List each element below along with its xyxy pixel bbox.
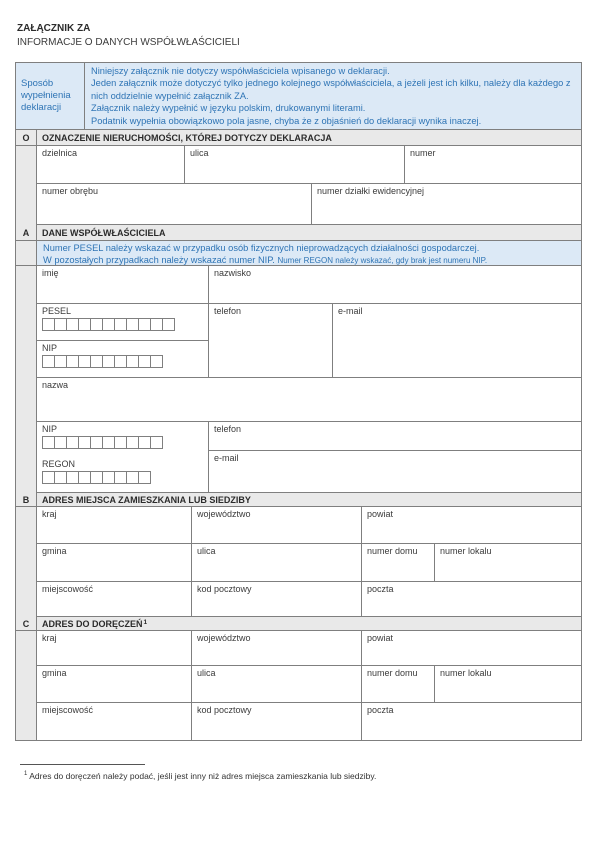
field-label-nip-person: NIP [42, 343, 58, 353]
section-b-side-strip [16, 507, 37, 617]
field-label-email-person: e-mail [338, 306, 363, 316]
form-row [37, 422, 581, 493]
field-nip-regon-group [37, 422, 209, 492]
form-row [37, 266, 581, 304]
form-row [37, 544, 581, 582]
info-line-1: Niniejszy załącznik nie dotyczy współwłaściciela wpisanego w deklaracji. [91, 66, 390, 76]
section-b-letter: B [16, 493, 37, 506]
footnote-text [24, 771, 376, 781]
field-label-email-company: e-mail [214, 453, 239, 463]
section-a-header [16, 225, 581, 241]
field-pesel[interactable] [37, 304, 208, 341]
field-c-wojewodztwo[interactable] [192, 631, 362, 665]
section-a-note-line-1: Numer PESEL należy wskazać w przypadku osób fizycznych nieprowadzących działalności gospodarczej. [43, 243, 480, 253]
nip-digit-boxes[interactable] [42, 355, 208, 368]
field-nazwisko[interactable] [209, 266, 581, 303]
info-box [16, 63, 581, 130]
nip-company-digit-boxes[interactable] [42, 436, 208, 449]
field-label-b-miejscowosc: miejscowość [42, 584, 94, 594]
section-a-title: DANE WSPÓŁWŁAŚCICIELA [42, 227, 166, 238]
form-row [37, 184, 581, 225]
field-b-poczta[interactable] [362, 582, 581, 616]
section-c-title-text: ADRES DO DORĘCZEŃ [42, 618, 143, 629]
section-b-body [16, 507, 581, 617]
info-box-label: Sposób wypełnienia deklaracji [16, 63, 85, 129]
form-row [37, 507, 581, 544]
field-label-c-miejscowosc: miejscowość [42, 705, 94, 715]
field-label-c-ulica: ulica [197, 668, 216, 678]
field-label-ulica: ulica [190, 148, 209, 158]
doc-title: ZAŁĄCZNIK ZA [17, 23, 91, 34]
field-label-telefon-person: telefon [214, 306, 242, 316]
section-a-note-strip [16, 241, 37, 265]
field-c-kod-pocztowy[interactable] [192, 703, 362, 740]
field-telefon-company[interactable] [209, 422, 581, 451]
field-label-numer-obrebu: numer obrębu [42, 186, 99, 196]
field-label-numer: numer [410, 148, 436, 158]
field-numer[interactable] [405, 146, 581, 183]
section-o-body [16, 146, 581, 225]
form-row [37, 666, 581, 703]
field-label-c-gmina: gmina [42, 668, 67, 678]
field-regon[interactable] [37, 457, 208, 492]
field-c-powiat[interactable] [362, 631, 581, 665]
field-telefon-person[interactable] [209, 304, 333, 377]
footnote-rule [20, 764, 145, 765]
note-line-2-small: Numer REGON należy wskazać, gdy brak jest numeru NIP. [277, 256, 488, 265]
info-line-4: Podatnik wypełnia obowiązkowo pola jasne, chyba że z objaśnień do deklaracji wynika inaczej. [91, 115, 482, 126]
footnote-superscript: 1 [24, 771, 28, 778]
field-email-company[interactable] [209, 451, 581, 492]
section-c-header [16, 617, 581, 631]
info-line-3: Załącznik należy wypełnić w języku polskim, drukowanymi literami. [91, 103, 366, 114]
field-label-c-numer-lokalu: numer lokalu [440, 668, 492, 678]
field-ulica[interactable] [185, 146, 405, 183]
field-c-poczta[interactable] [362, 703, 581, 740]
field-label-c-poczta: poczta [367, 705, 394, 715]
field-label-nazwisko: nazwisko [214, 268, 252, 278]
field-label-nip-company: NIP [42, 424, 58, 434]
section-c-body [16, 631, 581, 740]
form-row [37, 582, 581, 617]
field-nip-person[interactable] [37, 341, 208, 377]
section-o-title: OZNACZENIE NIERUCHOMOŚCI, KTÓREJ DOTYCZY DEKLARACJA [42, 132, 332, 143]
field-label-b-poczta: poczta [367, 584, 394, 594]
field-b-wojewodztwo[interactable] [192, 507, 362, 543]
contact-column [209, 422, 581, 492]
field-c-numer-lokalu[interactable] [435, 666, 581, 702]
field-c-numer-domu[interactable] [362, 666, 435, 702]
field-b-ulica[interactable] [192, 544, 362, 581]
field-label-numer-dzialki: numer działki ewidencyjnej [317, 186, 425, 196]
info-box-text [85, 63, 581, 129]
field-c-miejscowosc[interactable] [37, 703, 192, 740]
form-row [37, 631, 581, 666]
field-imie[interactable] [37, 266, 209, 303]
field-nazwa[interactable] [37, 378, 581, 421]
field-label-c-kraj: kraj [42, 633, 57, 643]
field-label-b-ulica: ulica [197, 546, 216, 556]
field-pesel-nip-group [37, 304, 209, 377]
field-label-b-kod-pocztowy: kod pocztowy [197, 584, 252, 594]
form-row [37, 378, 581, 422]
digit-box [150, 436, 163, 449]
section-b-title: ADRES MIEJSCA ZAMIESZKANIA LUB SIEDZIBY [42, 494, 251, 505]
field-label-c-numer-domu: numer domu [367, 668, 418, 678]
form-table [15, 62, 582, 741]
section-a-letter: A [16, 225, 37, 240]
digit-box [150, 355, 163, 368]
field-email-person[interactable] [333, 304, 581, 377]
field-label-imie: imię [42, 268, 59, 278]
field-label-b-powiat: powiat [367, 509, 394, 519]
regon-digit-boxes[interactable] [42, 471, 208, 484]
section-a-side-strip [16, 266, 37, 493]
field-b-numer-lokalu[interactable] [435, 544, 581, 581]
doc-subtitle: INFORMACJE O DANYCH WSPÓŁWŁAŚCICIELI [17, 37, 240, 48]
field-label-b-numer-domu: numer domu [367, 546, 418, 556]
field-b-miejscowosc[interactable] [37, 582, 192, 616]
field-nip-company[interactable] [37, 422, 208, 457]
field-numer-dzialki[interactable] [312, 184, 581, 224]
section-c-side-strip [16, 631, 37, 740]
form-row [37, 703, 581, 740]
field-label-regon: REGON [42, 459, 76, 469]
info-line-2: Jeden załącznik może dotyczyć tylko jednego kolejnego współwłaściciela, a jeżeli jest ich kilku, należy dla każdego z nich oddzielnie wypełnić załącznik ZA. [91, 78, 571, 101]
field-label-b-kraj: kraj [42, 509, 57, 519]
section-c-title [37, 617, 147, 630]
field-dzielnica[interactable] [37, 146, 185, 183]
field-b-kraj[interactable] [37, 507, 192, 543]
section-a-body [16, 266, 581, 493]
pesel-digit-boxes[interactable] [42, 318, 208, 331]
field-label-b-gmina: gmina [42, 546, 67, 556]
footnote-body: Adres do doręczeń należy podać, jeśli jest inny niż adres miejsca zamieszkania lub siedziby. [29, 771, 377, 781]
field-c-kraj[interactable] [37, 631, 192, 665]
field-label-b-numer-lokalu: numer lokalu [440, 546, 492, 556]
section-a-note-row [16, 241, 581, 266]
section-c-letter: C [16, 617, 37, 630]
field-b-gmina[interactable] [37, 544, 192, 581]
section-o-header [16, 130, 581, 146]
field-label-b-wojewodztwo: województwo [197, 509, 251, 519]
field-label-pesel: PESEL [42, 306, 72, 316]
field-label-c-powiat: powiat [367, 633, 394, 643]
field-label-telefon-company: telefon [214, 424, 242, 434]
field-label-dzielnica: dzielnica [42, 148, 78, 158]
form-row [37, 304, 581, 378]
form-row [37, 146, 581, 184]
section-b-header [16, 493, 581, 507]
field-label-c-kod-pocztowy: kod pocztowy [197, 705, 252, 715]
field-b-numer-domu[interactable] [362, 544, 435, 581]
note-line-2-normal: W pozostałych przypadkach należy wskazać numer NIP. [43, 255, 275, 265]
field-label-c-wojewodztwo: województwo [197, 633, 251, 643]
section-o-letter: O [16, 130, 37, 145]
digit-box [138, 471, 151, 484]
field-c-ulica[interactable] [192, 666, 362, 702]
field-label-nazwa: nazwa [42, 380, 69, 390]
section-c-title-superscript: 1 [143, 619, 148, 627]
digit-box [162, 318, 175, 331]
field-c-gmina[interactable] [37, 666, 192, 702]
field-b-powiat[interactable] [362, 507, 581, 543]
section-a-note [37, 241, 581, 265]
field-b-kod-pocztowy[interactable] [192, 582, 362, 616]
section-o-side-strip [16, 146, 37, 225]
field-numer-obrebu[interactable] [37, 184, 312, 224]
